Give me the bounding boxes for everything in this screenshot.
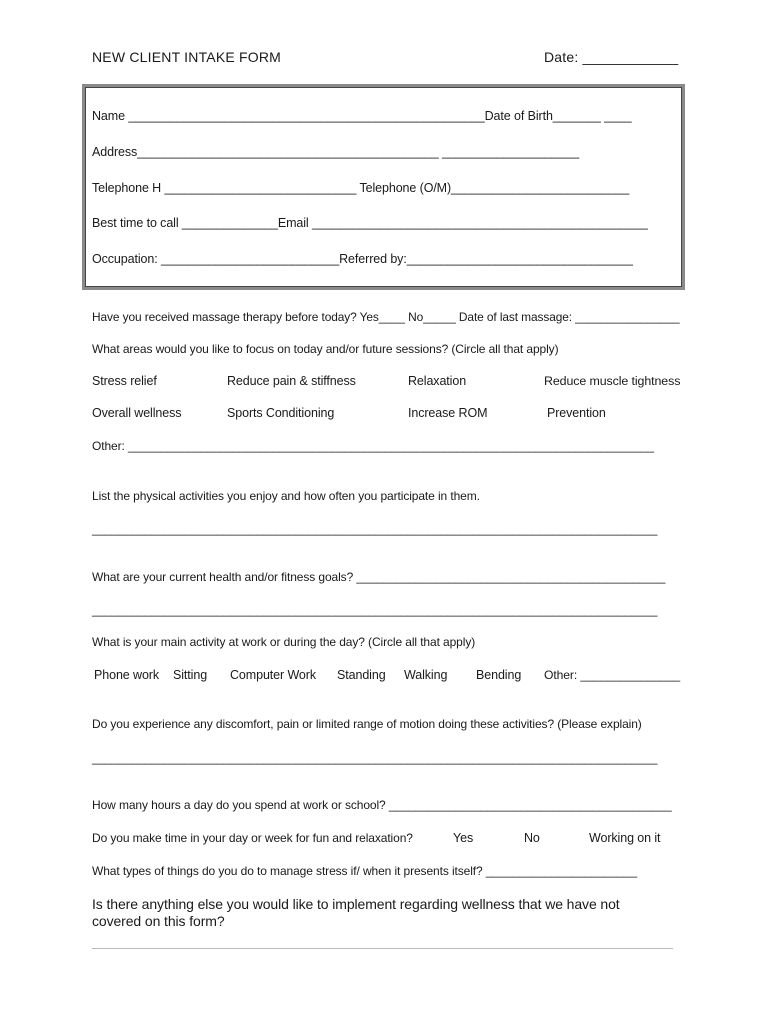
activities-question: List the physical activities you enjoy and how often you participate in them. bbox=[92, 489, 480, 503]
discomfort-answer-line[interactable]: ______________________________________________________________________________________ bbox=[92, 751, 658, 765]
work-activity-question: What is your main activity at work or during the day? (Circle all that apply) bbox=[92, 635, 476, 649]
discomfort-question: Do you experience any discomfort, pain or limited range of motion doing these activities? (Please explain) bbox=[92, 717, 642, 731]
focus-other-field[interactable]: Other: ________________________________________________________________________________ bbox=[92, 439, 654, 453]
work-option-walking[interactable]: Walking bbox=[404, 668, 448, 682]
best-time-email-field[interactable]: Best time to call ______________Email _________________________________________________ bbox=[92, 216, 648, 230]
work-option-computer-work[interactable]: Computer Work bbox=[230, 668, 316, 682]
focus-option-relaxation[interactable]: Relaxation bbox=[408, 374, 467, 388]
work-option-bending[interactable]: Bending bbox=[476, 668, 522, 682]
fun-relaxation-question: Do you make time in your day or week for fun and relaxation? bbox=[92, 831, 413, 845]
focus-option-stress-relief[interactable]: Stress relief bbox=[92, 374, 157, 388]
activities-answer-line[interactable]: ______________________________________________________________________________________ bbox=[92, 522, 658, 536]
stress-management-question[interactable]: What types of things do you do to manage stress if/ when it presents itself? _______________________ bbox=[92, 864, 638, 878]
fun-option-yes[interactable]: Yes bbox=[453, 831, 474, 845]
focus-areas-question: What areas would you like to focus on today and/or future sessions? (Circle all that apply) bbox=[92, 342, 559, 356]
telephone-field[interactable]: Telephone H ____________________________ Telephone (O/M)__________________________ bbox=[92, 181, 630, 195]
address-field[interactable]: Address____________________________________________ ____________________ bbox=[92, 145, 580, 159]
focus-option-increase-rom[interactable]: Increase ROM bbox=[408, 406, 488, 420]
work-option-phone-work[interactable]: Phone work bbox=[94, 668, 160, 682]
form-title: NEW CLIENT INTAKE FORM bbox=[92, 49, 282, 65]
occupation-referred-field[interactable]: Occupation: __________________________Referred by:_________________________________ bbox=[92, 252, 633, 266]
fun-option-no[interactable]: No bbox=[524, 831, 540, 845]
work-option-sitting[interactable]: Sitting bbox=[173, 668, 208, 682]
focus-option-muscle-tightness[interactable]: Reduce muscle tightness bbox=[544, 374, 681, 388]
focus-option-overall-wellness[interactable]: Overall wellness bbox=[92, 406, 182, 420]
hours-question[interactable]: How many hours a day do you spend at work or school? ___________________________________________ bbox=[92, 798, 672, 812]
work-option-standing[interactable]: Standing bbox=[337, 668, 386, 682]
focus-option-reduce-pain[interactable]: Reduce pain & stiffness bbox=[227, 374, 356, 388]
focus-option-prevention[interactable]: Prevention bbox=[547, 406, 606, 420]
work-option-other[interactable]: Other: _______________ bbox=[544, 668, 681, 682]
goals-answer-line[interactable]: ______________________________________________________________________________________ bbox=[92, 603, 658, 617]
wellness-question: Is there anything else you would like to implement regarding wellness that we have not covered on this form? bbox=[92, 896, 620, 929]
goals-question[interactable]: What are your current health and/or fitness goals? _______________________________________________ bbox=[92, 570, 666, 584]
focus-option-sports-conditioning[interactable]: Sports Conditioning bbox=[227, 406, 335, 420]
name-field[interactable]: Name ____________________________________________________Date of Birth_______ ____ bbox=[92, 109, 632, 123]
date-field[interactable]: Date: ____________ bbox=[544, 49, 679, 65]
massage-history-question[interactable]: Have you received massage therapy before today? Yes____ No_____ Date of last massage: ________________ bbox=[92, 310, 680, 324]
wellness-answer-line[interactable] bbox=[92, 948, 673, 949]
fun-option-working-on-it[interactable]: Working on it bbox=[589, 831, 661, 845]
